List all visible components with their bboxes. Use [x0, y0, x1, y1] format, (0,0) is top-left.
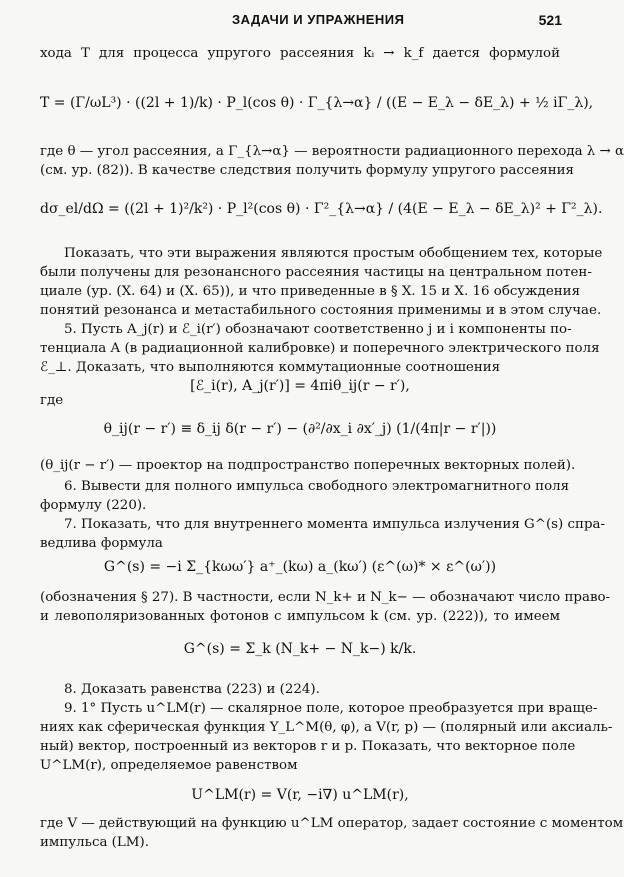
text-line: были получены для резонансного рассеяния частицы на центральном потен- — [40, 265, 592, 280]
text-line: ниях как сферическая функция Y_L^M(θ, φ), а V(r, p) — (полярный или аксиаль- — [40, 720, 613, 735]
equation-elastic-cross-section: dσ_el/dΩ = ((2l + 1)²/k²) · P_l²(cos θ) · Γ²_{λ→α} / (4(E − E_λ − δE_λ)² + Γ²_λ). — [40, 201, 603, 217]
text-line: ведлива формула — [40, 536, 163, 551]
text-line: где θ — угол рассеяния, а Γ_{λ→α} — вероятности радиационного перехода λ → α — [40, 144, 624, 159]
equation-vector-field: U^LM(r) = V(r, −i∇) u^LM(r), — [191, 787, 409, 803]
page-header — [0, 12, 600, 34]
text-line: (θ_ij(r − r′) — проектор на подпространство поперечных векторных полей). — [40, 458, 576, 473]
text-line: ℰ_⊥. Доказать, что выполняются коммутационные соотношения — [40, 360, 501, 375]
equation-commutator: [ℰ_i(r), A_j(r′)] = 4πiθ_ij(r − r′), — [190, 378, 410, 394]
page-number: 521 — [538, 12, 562, 28]
problem-9-line: 9. 1° Пусть u^LM(r) — скалярное поле, которое преобразуется при враще- — [64, 701, 598, 716]
text-line: U^LM(r), определяемое равенством — [40, 758, 298, 773]
problem-6-line: 6. Вывести для полного импульса свободного электромагнитного поля — [64, 479, 570, 494]
text-line: и левополяризованных фотонов с импульсом k (см. ур. (222)), то имеем — [40, 609, 560, 624]
text-line: Показать, что эти выражения являются простым обобщением тех, которые — [64, 246, 603, 261]
equation-projector: θ_ij(r − r′) ≡ δ_ij δ(r − r′) − (∂²/∂x_i ∂x′_j) (1/(4π|r − r′|)) — [103, 421, 497, 437]
problem-5-line: 5. Пусть A_j(r) и ℰ_i(r′) обозначают соответственно j и i компоненты по- — [64, 322, 572, 337]
running-title: ЗАДАЧИ И УПРАЖНЕНИЯ — [232, 12, 405, 27]
text-line: (см. ур. (82)). В качестве следствия получить формулу упругого рассеяния — [40, 163, 574, 178]
equation-scattering-amplitude: T = (Γ/ωL³) · ((2l + 1)/k) · P_l(cos θ) · Γ_{λ→α} / ((E − E_λ − δE_λ) + ½ iΓ_λ), — [40, 95, 594, 111]
text-line: ный) вектор, построенный из векторов r и p. Показать, что векторное поле — [40, 739, 576, 754]
text-line: хода T для процесса упругого рассеяния kᵢ → k_f дается формулой — [40, 46, 560, 61]
text-line: где — [40, 393, 64, 408]
problem-8-line: 8. Доказать равенства (223) и (224). — [64, 682, 320, 697]
text-line: формулу (220). — [40, 498, 147, 513]
text-line: понятий резонанса и метастабильного состояния применимы и в этом случае. — [40, 303, 602, 318]
text-line: где V — действующий на функцию u^LM оператор, задает состояние с моментом — [40, 816, 624, 831]
text-line: импульса (LM). — [40, 835, 149, 850]
equation-photon-spin: G^(s) = Σ_k (N_k+ − N_k−) k/k. — [183, 641, 417, 657]
equation-spin-momentum: G^(s) = −i Σ_{kωω′} a⁺_(kω) a_(kω′) (ε^(ω)* × ε^(ω′)) — [103, 559, 497, 575]
text-line: тенциала A (в радиационной калибровке) и поперечного электрического поля — [40, 341, 600, 356]
text-line: циале (ур. (X. 64) и (X. 65)), и что приведенные в § X. 15 и X. 16 обсуждения — [40, 284, 581, 299]
problem-7-line: 7. Показать, что для внутреннего момента импульса излучения G^(s) спра- — [64, 517, 606, 532]
text-line: (обозначения § 27). В частности, если N_k+ и N_k− — обозначают число право- — [40, 590, 611, 605]
